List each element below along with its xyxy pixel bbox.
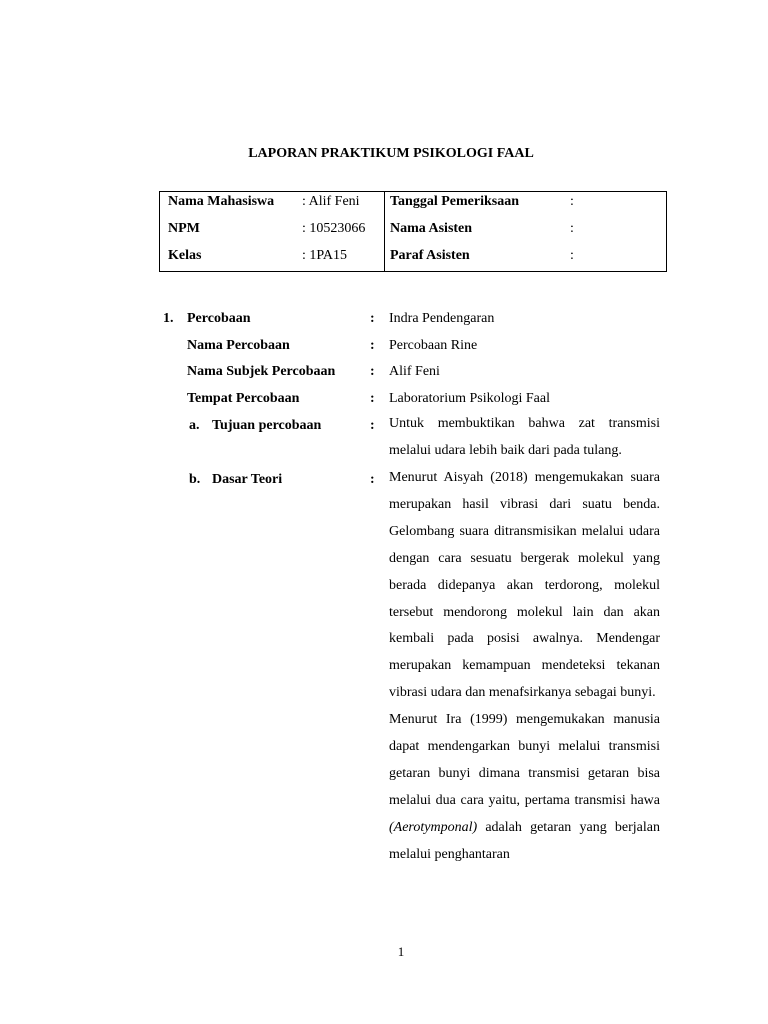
page-number: 1: [397, 944, 405, 959]
dasar-paragraph-2: [389, 707, 660, 868]
value-npm: : 10523066: [302, 221, 366, 236]
section-number: 1.: [163, 311, 174, 326]
label-kelas: Kelas: [168, 248, 202, 263]
tujuan-label: Tujuan percobaan: [212, 418, 322, 433]
row-value-tempat-percobaan: Laboratorium Psikologi Faal: [389, 391, 550, 406]
label-nama-mahasiswa: Nama Mahasiswa: [168, 194, 275, 209]
row-colon-tempat-percobaan: :: [370, 391, 375, 406]
row-label-tempat-percobaan: Tempat Percobaan: [187, 391, 300, 406]
tujuan-paragraph: Untuk membuktikan bahwa zat transmisi melalui udara lebih baik dari pada tulang.: [389, 416, 660, 458]
value-paraf-asisten: :: [570, 248, 574, 263]
value-nama-asisten: :: [570, 221, 574, 236]
dasar-label: Dasar Teori: [212, 472, 283, 487]
dasar-paragraph-2-start: Menurut Ira (1999) mengemukakan manusia dapat mendengarkan bunyi melalui transmisi getaran bunyi dimana transmisi getaran bisa melalui dua cara yaitu, pertama transmisi hawa: [389, 712, 660, 808]
label-npm: NPM: [168, 221, 200, 236]
value-nama-mahasiswa: : Alif Feni: [302, 194, 360, 209]
student-info-table: [159, 191, 667, 272]
dasar-italic-term: (Aerotymponal): [389, 819, 478, 835]
tujuan-marker: a.: [189, 418, 200, 433]
row-value-nama-percobaan: Percobaan Rine: [389, 338, 478, 353]
row-colon-nama-subjek: :: [370, 364, 375, 379]
row-colon-percobaan: :: [370, 311, 375, 326]
value-tanggal-pemeriksaan: :: [570, 194, 574, 209]
table-divider: [384, 192, 385, 271]
label-paraf-asisten: Paraf Asisten: [390, 248, 470, 263]
dasar-teori-text: [389, 465, 660, 869]
row-colon-nama-percobaan: :: [370, 338, 375, 353]
row-label-nama-percobaan: Nama Percobaan: [187, 338, 290, 353]
dasar-paragraph-1: Menurut Aisyah (2018) mengemukakan suara merupakan hasil vibrasi dari suatu benda. Gelombang suara ditransmisikan melalui udara dengan cara sesuatu bergerak molekul yang berada didepanya akan terdorong, molekul tersebut mendorong molekul lain dan akan kembali pada posisi awalnya. Mendengar merupakan kemampuan mendeteksi tekanan vibrasi udara dan menafsirkanya sebagai bunyi.: [389, 470, 660, 701]
label-tanggal-pemeriksaan: Tanggal Pemeriksaan: [390, 194, 519, 209]
row-value-percobaan: Indra Pendengaran: [389, 311, 495, 326]
page-title: LAPORAN PRAKTIKUM PSIKOLOGI FAAL: [248, 146, 534, 161]
dasar-marker: b.: [189, 472, 201, 487]
row-value-nama-subjek: Alif Feni: [389, 364, 440, 379]
tujuan-colon: :: [370, 418, 375, 433]
value-kelas: : 1PA15: [302, 248, 348, 263]
label-nama-asisten: Nama Asisten: [390, 221, 473, 236]
row-label-percobaan: Percobaan: [187, 311, 251, 326]
tujuan-text: [389, 411, 660, 465]
dasar-paragraph-2-end: adalah getaran yang berjalan melalui penghantaran: [389, 819, 660, 862]
dasar-colon: :: [370, 472, 375, 487]
row-label-nama-subjek: Nama Subjek Percobaan: [187, 364, 336, 379]
